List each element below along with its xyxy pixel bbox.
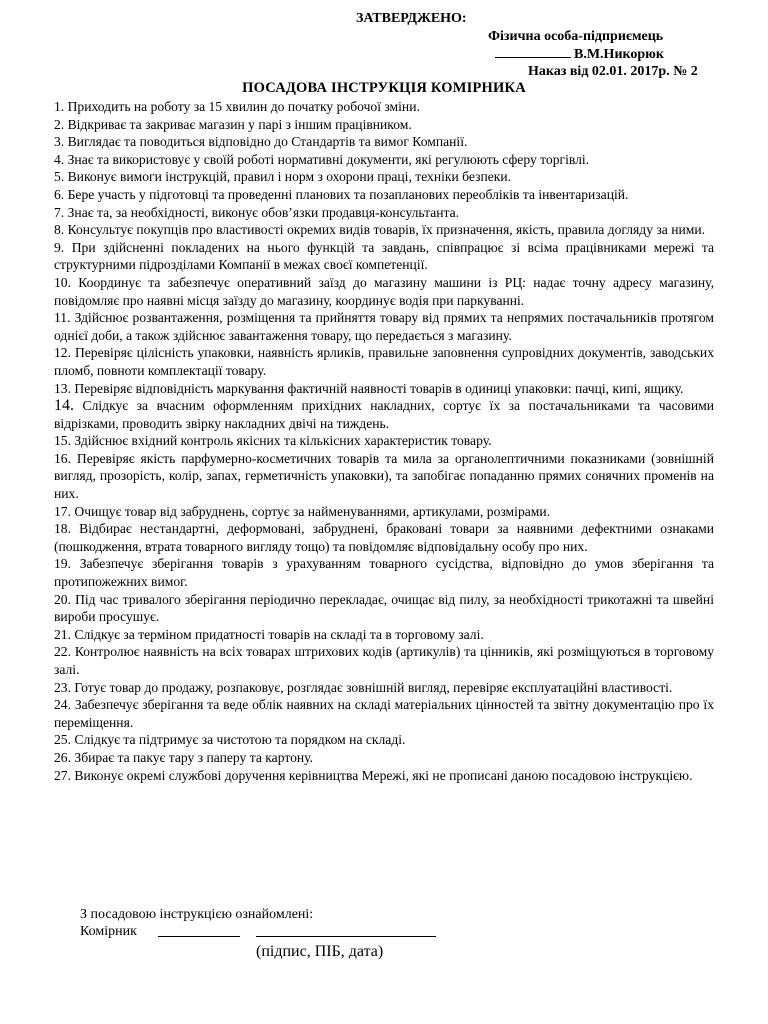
instruction-number: 18. [54,521,71,537]
instruction-item [54,555,714,590]
signature-caption: (підпис, ПІБ, дата) [256,943,384,960]
instruction-item [54,116,714,134]
instruction-number: 10. [54,274,71,290]
instruction-text: Слідкує за терміном придатності товарів на складі та в торговому залі. [74,626,484,642]
instruction-number: 8. [54,222,65,238]
approver-signature [495,45,664,63]
instruction-item [54,151,714,169]
instruction-text: Збирає та пакує тару з паперу та картону. [74,749,313,765]
instruction-item [54,380,714,398]
instruction-item [54,749,714,767]
instruction-item [54,450,714,503]
instruction-text: Координує та забезпечує оперативний заїзд до магазину машини із РЦ: надає точну адресу магазину, повідомляє про наявні місця заїзду до магазину, координує водія при паркуванні. [54,274,714,308]
signature-line [158,936,240,937]
instruction-number: 25. [54,732,71,748]
instruction-text: Приходить на роботу за 15 хвилин до початку робочої зміни. [67,99,420,114]
instruction-item [54,98,714,116]
instruction-text: Здійснює розвантаження, розміщення та прийняття товару від прямих та непрямих постачальників протягом однієї доби, а також здійснює завантаження товару, що передається з магазину. [54,310,714,343]
approver-signature-line [495,45,571,58]
employee-role-label: Комірник [80,924,137,939]
instruction-number: 19. [54,556,71,572]
instruction-number: 2. [54,116,65,132]
instruction-number: 6. [54,186,65,202]
instruction-item [54,274,714,309]
instruction-item [54,767,714,785]
approval-stamp-heading: ЗАТВЕРДЖЕНО: [356,11,467,26]
instruction-text: Під час тривалого зберігання періодично перекладає, очищає від пилу, за необхідності трикотажні та швейні вироби просушує. [54,591,714,625]
instruction-text: Перевіряє відповідність маркування фактичній наявності товарів в одиниці упаковки: пачці, кипі, ящику. [74,380,684,396]
instruction-item [54,626,714,644]
instruction-text: Консультує покупців про властивості окремих видів товарів, їх призначення, якість, правила догляду за ними. [67,222,706,238]
instruction-number: 7. [54,204,65,220]
instruction-number: 21. [54,626,71,642]
instruction-number: 12. [54,345,71,361]
instruction-item [54,221,714,239]
instruction-text: Слідкує та підтримує за чистотою та порядком на складі. [74,732,406,748]
instruction-number: 23. [54,679,71,695]
instruction-text: Перевіряє цілісність упаковки, наявність ярликів, правильне заповнення супровідних документів, заводських пломб, повноти комплектації товару. [54,345,714,378]
instruction-number: 5. [54,169,65,185]
instruction-text: Очищує товар від забруднень, сортує за найменуваннями, артикулами, розмірами. [74,503,551,519]
instruction-number: 22. [54,644,71,660]
order-reference: Наказ від 02.01. 2017р. № 2 [528,64,698,79]
instruction-number: 16. [54,450,71,466]
instruction-number: 17. [54,503,71,519]
instruction-text: Відкриває та закриває магазин у парі з іншим працівником. [67,116,412,132]
instruction-item [54,133,714,151]
instruction-text: Відбирає нестандартні, деформовані, забруднені, браковані товари за наявними дефектними ознаками (пошкодження, втрата товарного вигляду тощо) та повідомляє відповідальну особу про них. [54,521,714,554]
instruction-number: 26. [54,749,71,765]
name-date-line [256,936,436,937]
approver-name: В.М.Никорюк [574,47,664,62]
instruction-text: Виконує окремі службові доручення керівництва Мережі, які не прописані даною посадовою інструкцією. [74,767,693,783]
instruction-number: 27. [54,767,71,783]
instruction-number: 4. [54,151,65,167]
instruction-text: При здійсненні покладених на нього функцій та завдань, співпрацює зі всіма працівниками мережі та структурними підрозділами Компанії в межах своєї компетенції. [54,239,714,273]
instruction-item [54,679,714,697]
instruction-item [54,309,714,344]
instruction-text: Бере участь у підготовці та проведенні планових та позапланових переобліків та інвентаризацій. [67,186,629,202]
instruction-item [54,731,714,749]
instruction-number: 9. [54,239,65,255]
instruction-text: Контролює наявність на всіх товарах штрихових кодів (артикулів) та цінників, які розміщуються в торговому залі. [54,644,714,677]
document-title: ПОСАДОВА ІНСТРУКЦІЯ КОМІРНИКА [242,80,526,96]
instruction-item [54,432,714,450]
instruction-item [54,168,714,186]
instruction-text: Виглядає та поводиться відповідно до Стандартів та вимог Компанії. [67,134,468,150]
instruction-number: 24. [54,697,71,713]
instruction-item [54,397,714,432]
instruction-item [54,503,714,521]
instruction-item [54,520,714,555]
instruction-text: Забезпечує зберігання товарів з урахуванням товарного сусідства, відповідно до умов зберігання та протипожежних вимог. [54,556,714,590]
instruction-text: Здійснює вхідний контроль якісних та кількісних характеристик товару. [74,433,492,449]
instruction-number: 14. [54,397,74,415]
instruction-item [54,344,714,379]
instruction-item [54,591,714,626]
instruction-number: 13. [54,380,71,396]
instruction-list [54,98,714,784]
instruction-number: 1. [54,99,65,114]
instruction-item [54,186,714,204]
instruction-number: 11. [54,310,71,326]
instruction-item [54,239,714,274]
instruction-text: Знає та використовує у своїй роботі нормативні документи, які регулюють сферу торгівлі. [67,151,590,167]
instruction-item [54,696,714,731]
instruction-number: 15. [54,433,71,449]
instruction-text: Слідкує за вчасним оформленням прихідних накладних, сортує їх за постачальниками та часовими відрізками, проводить звірку накладних двічі на тиждень. [54,398,714,431]
instruction-text: Перевіряє якість парфумерно-косметичних товарів та мила за органолептичними показниками (зовнішній вигляд, прозорість, колір, запах, герметичність упаковки), та запобігає попаданню прямих сонячних променів на них. [54,450,714,502]
instruction-text: Готує товар до продажу, розпаковує, розглядає зовнішній вигляд, перевіряє експлуатаційні властивості. [74,679,673,695]
instruction-text: Знає та, за необхідності, виконує обов’язки продавця-консультанта. [67,204,460,220]
instruction-text: Виконує вимоги інструкцій, правил і норм з охорони праці, техніки безпеки. [67,169,512,185]
instruction-number: 3. [54,134,65,150]
instruction-text: Забезпечує зберігання та веде облік наявних на складі матеріальних цінностей та звітну документацію про їх переміщення. [54,697,714,730]
instruction-item [54,643,714,678]
instruction-number: 20. [54,591,71,607]
acknowledgement-text: З посадовою інструкцією ознайомлені: [80,907,314,922]
entrepreneur-label: Фізична особа-підприємець [488,29,664,44]
instruction-item [54,204,714,222]
